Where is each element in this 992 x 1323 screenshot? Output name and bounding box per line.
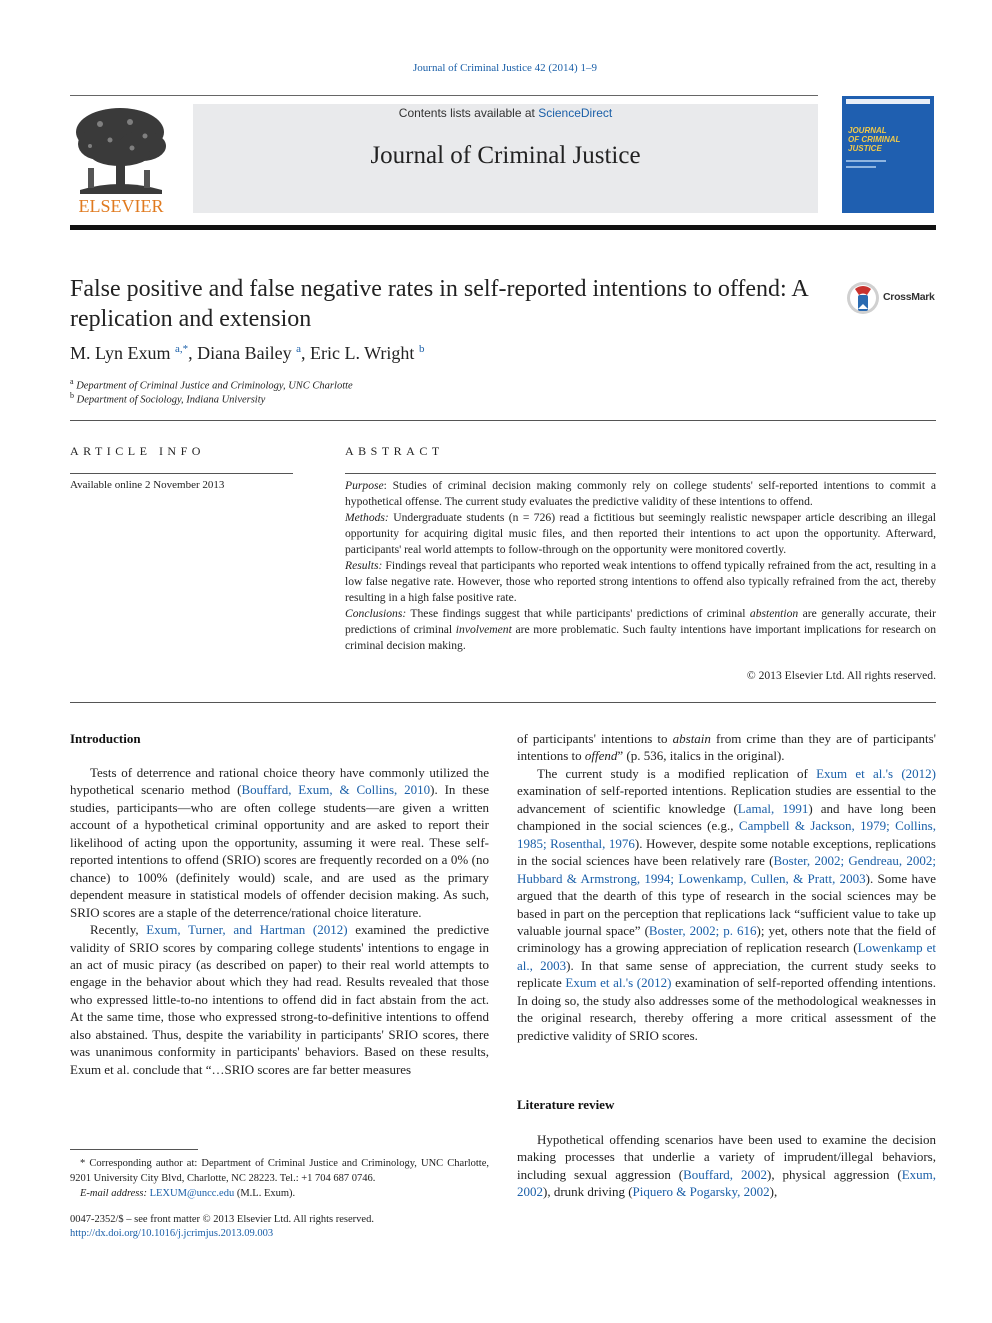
paragraph-text: examined the predictive validity of SRIO scores by comparing college students' intentions to engage in an act of music piracy (as described on paper) to their real world attempts to engage in the behavior about which they had read. Results revealed that those who expressed little-to-no intentions to offend did in fact abstain from the act. At the same time, those who expressed strong-to-definitive intentions to offend also abstained. Thus, despite the variability in participants' SRIO scores, there was unanimous conformity in participants' behaviors. Based on these results, Exum et al. conclude that “…SRIO scores are far better measures — [70, 922, 489, 1077]
citation-link[interactable]: Campbell & Jackson, 1979; Collins, 1985; Rosenthal, 1976 — [517, 818, 936, 851]
paragraph-text: ) and have long been championed in the social sciences (e.g., — [517, 800, 936, 834]
paragraph-text: Recently, — [90, 922, 147, 938]
affiliation-sup: b — [70, 391, 74, 400]
citation-link[interactable]: Piquero & Pogarsky, 2002 — [632, 1184, 770, 1200]
citation-link[interactable]: Exum et al.'s (2012) — [565, 975, 672, 991]
abstract-purpose-text: : Studies of criminal decision making commonly rely on college students' self-reported intentions to commit a hypothetical offense. The current study evaluates the predictive validity of these intentions to offend. — [345, 479, 936, 508]
affiliation-text: Department of Criminal Justice and Criminology, UNC Charlotte — [76, 380, 353, 392]
abstract-methods-text: Undergraduate students (n = 726) read a fictitious but seemingly realistic newspaper article describing an illegal opportunity for acquiring digital music files, and then reported their intentions to act upon the opportunity. Afterward, participants' real world attempts to follow-through on the opportunity were monitored covertly. — [345, 511, 936, 556]
citation-link[interactable]: Bouffard, Exum, & Collins, 2010 — [241, 782, 431, 798]
affiliation-sup: a — [70, 377, 74, 386]
citation-link[interactable]: Boster, 2002; p. 616 — [648, 922, 757, 938]
issn-line: 0047-2352/$ – see front matter © 2013 Elsevier Ltd. All rights reserved. — [70, 1214, 374, 1225]
paragraph-text: ). In these studies, participants—who are often college students—are given a written account of a hypothetical criminal opportunity and are asked to report their likelihood of acting upon the opportunity, assuming it were real. These self-reported intentions to offend (SRIO) scores are frequently recorded on a 0% (no chance) to 100% (definitely would) scale, and are used as the primary dependent measure in statistical models of offender decision making. As such, SRIO scores are a staple of the deterrence/rational choice literature. — [70, 782, 489, 920]
author-name[interactable]: M. Lyn Exum — [70, 343, 171, 363]
journal-name: Journal of Criminal Justice — [370, 142, 641, 169]
author-name[interactable]: Eric L. Wright — [310, 343, 415, 363]
abstract-methods-label: Methods: — [345, 511, 389, 524]
paragraph — [70, 764, 489, 921]
email-label: E-mail address: — [80, 1188, 147, 1199]
corresponding-author-footnote — [70, 1156, 489, 1201]
paragraph-text: Tests of deterrence and rational choice theory have commonly utilized the hypothetical scenario method ( — [70, 765, 489, 798]
abstract-conclusions-text: These findings suggest that while participants' predictions of criminal — [406, 607, 750, 620]
paragraph-text: ” (p. 536, italics in the original). — [617, 748, 785, 764]
cover-strip — [846, 99, 930, 104]
cover-line — [846, 166, 876, 168]
section-heading-introduction: Introduction — [70, 731, 141, 746]
contents-line — [193, 106, 818, 120]
body-column-left — [70, 764, 489, 1078]
paragraph — [517, 730, 936, 765]
affiliation — [70, 377, 353, 392]
section-rule — [70, 702, 936, 703]
section-rule — [70, 420, 936, 421]
header-thick-rule — [70, 225, 936, 230]
email-link[interactable]: LEXUM@uncc.edu — [149, 1188, 235, 1199]
author-list: M. Lyn Exum $^{a,*}$, Diana Bailey $^a$, Eric L. Wright $^b$ — [70, 343, 425, 363]
author-sup[interactable]: a,* — [175, 343, 189, 355]
abstract-conclusions-label: Conclusions: — [345, 607, 407, 620]
paragraph-text: examination of self-reported offending intentions. In doing so, the study also addresses some of the methodological weaknesses in the original research, thereby offering a more critical assessment of the predictive validity of SRIO scores. — [517, 975, 936, 1043]
paragraph-text: of participants' intentions to — [517, 731, 673, 746]
sciencedirect-link[interactable]: ScienceDirect — [538, 106, 613, 120]
author-name[interactable]: Diana Bailey — [197, 343, 292, 363]
citation-link[interactable]: Exum, Turner, and Hartman (2012) — [146, 922, 348, 938]
doi-link[interactable]: http://dx.doi.org/10.1016/j.jcrimjus.2013.09.003 — [70, 1228, 274, 1239]
abstract-purpose-label: Purpose — [345, 479, 384, 492]
paragraph-text: The current study is a modified replication of — [537, 765, 817, 781]
footnote-rule — [70, 1149, 198, 1150]
citation-link[interactable]: Bouffard, 2002 — [683, 1166, 767, 1182]
abstract-results-label: Results: — [345, 559, 383, 572]
abstract-conclusions-text: are more problematic. Such faulty intentions have important implications for research on criminal decision making. — [345, 623, 936, 652]
abstract-results — [345, 558, 936, 606]
paragraph-text: Hypothetical offending scenarios have been used to examine the decision making processes that underlie a variety of imprudent/illegal behaviors, including sexual aggression ( — [517, 1132, 936, 1182]
section-heading-literature-review: Literature review — [517, 1097, 615, 1112]
body-column-right-continued — [517, 1131, 936, 1201]
abstract-copyright: © 2013 Elsevier Ltd. All rights reserved. — [746, 669, 936, 682]
emphasis: abstain — [672, 731, 711, 746]
citation-link[interactable]: Lowenkamp et al., 2003 — [517, 940, 936, 973]
abstract-purpose — [345, 478, 936, 510]
citation-link[interactable]: Exum et al.'s (2012) — [816, 765, 936, 781]
paragraph-text: ), physical aggression ( — [767, 1166, 902, 1182]
paragraph — [517, 765, 936, 1044]
corresponding-author-text: * Corresponding author at: Department of Criminal Justice and Criminology, UNC Charlotte, 9201 University City Blvd, Charlotte, NC 28223. Tel.: +1 704 687 0746. — [70, 1158, 489, 1184]
elsevier-tree-logo[interactable] — [70, 104, 172, 216]
citation-link[interactable]: Exum, 2002 — [517, 1166, 936, 1200]
abstract-conclusions-text: are generally accurate, their predictions of criminal — [345, 607, 936, 636]
crossmark-label: CrossMark — [883, 291, 935, 303]
available-online: Available online 2 November 2013 — [70, 479, 225, 491]
paragraph — [517, 1131, 936, 1201]
paragraph-text: ); yet, others note that the field of criminology has a growing appreciation of replication research ( — [517, 922, 936, 956]
paragraph-text: examination of self-reported intentions. Replication studies are essential to the advancement of scientific knowledge ( — [517, 783, 936, 816]
abstract-methods — [345, 510, 936, 558]
article-info-rule — [70, 473, 293, 474]
abstract-emphasis: involvement — [455, 623, 512, 636]
affiliation-text: Department of Sociology, Indiana University — [76, 394, 266, 406]
paragraph-text: ), — [769, 1184, 778, 1200]
journal-cover-image[interactable] — [842, 96, 934, 213]
abstract-emphasis: abstention — [749, 607, 799, 620]
cover-title: JOURNAL OF CRIMINAL JUSTICE — [848, 126, 901, 153]
contents-prefix: Contents lists available at — [398, 106, 539, 120]
email-line — [70, 1186, 489, 1201]
header-rule — [70, 95, 818, 96]
abstract-text — [345, 478, 936, 654]
crossmark-button[interactable] — [846, 281, 938, 315]
author-sup[interactable]: b — [418, 343, 425, 355]
abstract-results-text: Findings reveal that participants who reported weak intentions to offend typically refrained from the act, resulting in a low false negative rate. However, those who reported strong intentions to offend also typically refrained from the act, thereby resulting in a high false positive rate. — [345, 559, 936, 604]
email-suffix: (M.L. Exum). — [234, 1188, 296, 1199]
paragraph-text: ), drunk driving ( — [543, 1184, 633, 1200]
body-column-right — [517, 730, 936, 1044]
paragraph — [70, 921, 489, 1078]
crossmark-icon — [846, 281, 880, 315]
paragraph-text: from crime than they are of participants' intentions to — [517, 731, 936, 764]
elsevier-tree-icon — [70, 104, 172, 216]
paragraph-text: ). However, despite some notable exceptions, replications in the social sciences have been relatively rare ( — [517, 835, 936, 869]
publisher-wordmark: ELSEVIER — [78, 196, 164, 216]
abstract-rule — [345, 473, 936, 474]
article-title: False positive and false negative rates in self-reported intentions to offend: A replication and extension — [70, 276, 808, 332]
paragraph-text: ). Some have argued that the dearth of this type of research in the social sciences may be based in part on the perception that replications lack “sufficient value to take up valuable journal space” ( — [517, 870, 936, 938]
paragraph-text: ). In that same sense of appreciation, the current study seeks to replicate — [517, 957, 936, 991]
journal-citation[interactable]: Journal of Criminal Justice 42 (2014) 1–9 — [413, 62, 597, 74]
citation-link[interactable]: Boster, 2002; Gendreau, 2002; Hubbard & Armstrong, 1994; Lowenkamp, Cullen, & Pratt, 2003 — [517, 853, 937, 886]
abstract-conclusions — [345, 606, 936, 654]
author-sup[interactable]: a — [296, 343, 302, 355]
cover-line — [846, 160, 886, 162]
article-info-label: ARTICLE INFO — [70, 444, 205, 458]
citation-link[interactable]: Lamal, 1991 — [737, 800, 809, 816]
emphasis: offend — [584, 748, 618, 764]
abstract-label: ABSTRACT — [345, 444, 444, 458]
affiliation — [70, 391, 265, 406]
